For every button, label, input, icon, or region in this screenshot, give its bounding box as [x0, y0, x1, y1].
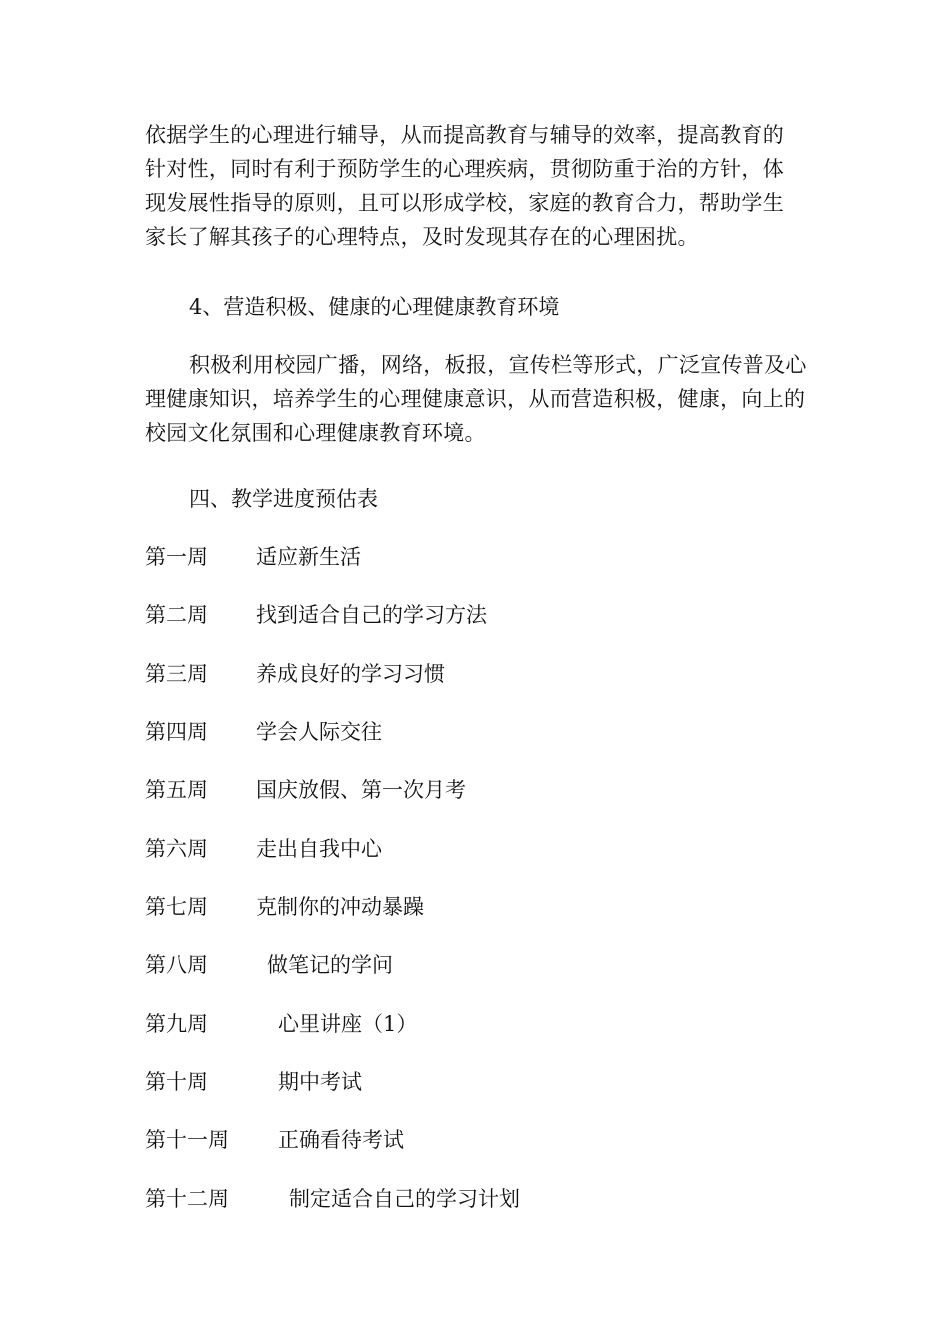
- paragraph-counseling: [145, 118, 815, 254]
- week-topic: 走出自我中心: [256, 837, 382, 861]
- paragraph-line: 现发展性指导的原则，且可以形成学校，家庭的教育合力，帮助学生: [145, 191, 784, 215]
- week-topic: 国庆放假、第一次月考: [256, 778, 466, 802]
- week-label: 第三周: [145, 662, 208, 686]
- paragraph-line: 校园文化氛围和心理健康教育环境。: [145, 421, 486, 445]
- week-label: 第二周: [145, 603, 208, 627]
- week-topic: 期中考试: [278, 1070, 362, 1094]
- paragraph-environment-first: [189, 348, 815, 382]
- week-topic: 正确看待考试: [278, 1128, 404, 1152]
- week-label: 第七周: [145, 895, 208, 919]
- week-topic: 制定适合自己的学习计划: [289, 1187, 520, 1211]
- paragraph-line: 依据学生的心理进行辅导，从而提高教育与辅导的效率，提高教育的: [145, 123, 784, 147]
- week-topic: 学会人际交往: [256, 720, 382, 744]
- week-label: 第九周: [145, 1012, 208, 1036]
- week-topic: 心里讲座（1）: [278, 1012, 418, 1036]
- paragraph-line: 针对性，同时有利于预防学生的心理疾病，贯彻防重于治的方针，体: [145, 157, 784, 181]
- week-topic: 克制你的冲动暴躁: [256, 895, 424, 919]
- section-heading-schedule: 四、教学进度预估表: [189, 487, 378, 511]
- week-label: 第四周: [145, 720, 208, 744]
- week-label: 第八周: [145, 953, 208, 977]
- week-topic: 找到适合自己的学习方法: [256, 603, 487, 627]
- week-label: 第十二周: [145, 1187, 229, 1211]
- week-topic: 养成良好的学习习惯: [256, 662, 445, 686]
- section-heading-environment: 4、营造积极、健康的心理健康教育环境: [189, 295, 560, 319]
- week-label: 第六周: [145, 837, 208, 861]
- week-label: 第一周: [145, 545, 208, 569]
- paragraph-environment: [145, 382, 815, 450]
- week-topic: 做笔记的学问: [267, 953, 393, 977]
- paragraph-line: 理健康知识，培养学生的心理健康意识，从而营造积极，健康，向上的: [145, 387, 806, 411]
- week-topic: 适应新生活: [256, 545, 361, 569]
- paragraph-line: 积极利用校园广播，网络，板报，宣传栏等形式，广泛宣传普及心: [189, 353, 807, 377]
- week-label: 第十周: [145, 1070, 208, 1094]
- paragraph-line: 家长了解其孩子的心理特点，及时发现其存在的心理困扰。: [145, 225, 699, 249]
- week-label: 第十一周: [145, 1128, 229, 1152]
- week-label: 第五周: [145, 778, 208, 802]
